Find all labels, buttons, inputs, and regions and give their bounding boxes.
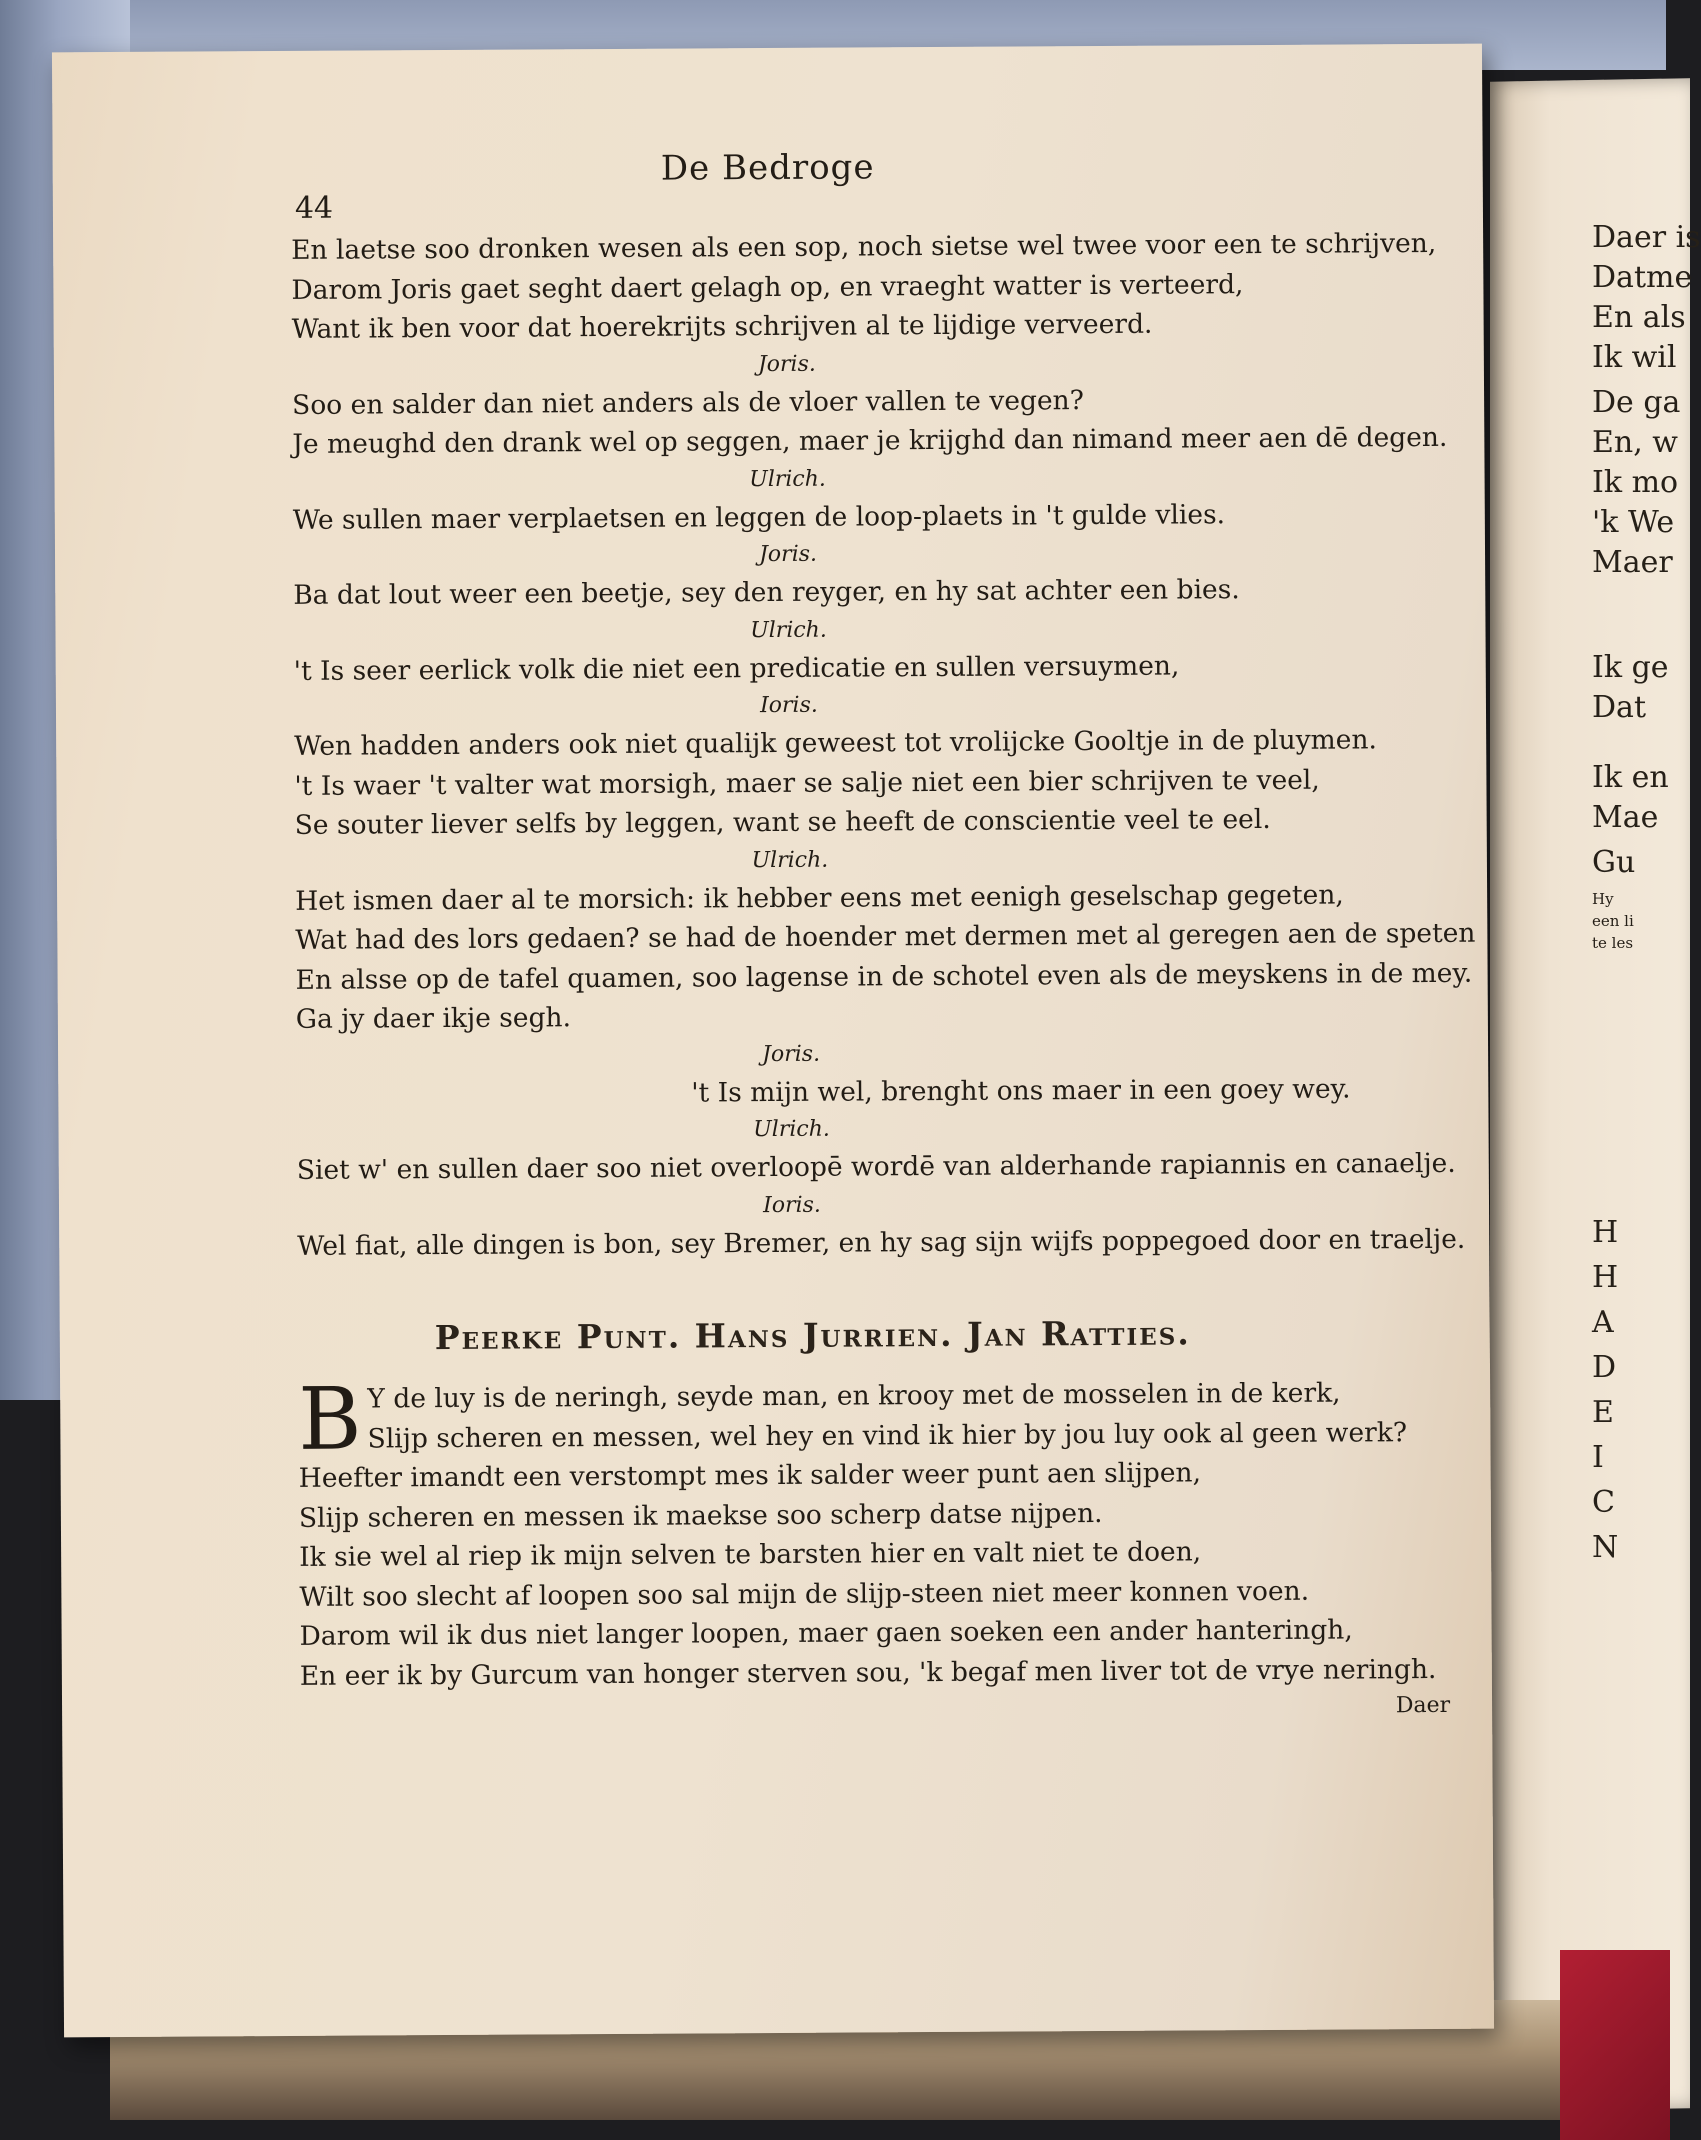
verse-line: Wilt soo slecht af loopen soo sal mijn de slijp-steen niet meer konnen voen. [299, 1575, 1310, 1613]
facing-page-fragment: En als [1592, 300, 1686, 335]
facing-page-fragment: H [1592, 1260, 1619, 1295]
facing-page-fragment: I [1592, 1440, 1604, 1475]
facing-page-fragment: Ik ge [1592, 650, 1669, 685]
drop-cap: B [298, 1369, 362, 1470]
page-number: 44 [294, 190, 334, 226]
speaker-name: Ioris. [759, 692, 818, 719]
facing-page-fragment: Ik wil [1592, 340, 1677, 375]
red-cover [1560, 1950, 1670, 2140]
dialogue-line: Wel fiat, alle dingen is bon, sey Bremer, en hy sag sijn wijfs poppegoed door en traelje. [297, 1223, 1466, 1262]
facing-page-fragment: H [1592, 1215, 1619, 1250]
verse-lines [299, 1451, 1550, 1696]
verse-line: Slijp scheren en messen, wel hey en vind ik hier by jou luy ook al geen werk? [367, 1416, 1408, 1454]
verse-line: En eer ik by Gurcum van honger sterven sou, 'k begaf men liver tot de vrye neringh. [299, 1653, 1437, 1692]
dialogue-line: Darom Joris gaet seght daert gelagh op, en vraeght watter is verteerd, [291, 268, 1244, 306]
facing-page-fragment: Mae [1592, 800, 1659, 835]
book-page [52, 44, 1494, 2038]
dialogue-line: 't Is seer eerlick volk die niet een predicatie en sullen versuymen, [293, 650, 1180, 687]
dialogue-line: Want ik ben voor dat hoerekrijts schrijven al te lijdige verveerd. [291, 308, 1153, 345]
dialogue-line: Ba dat lout weer een beetje, sey den reyger, en hy sat achter een bies. [293, 574, 1240, 611]
dialogue-line: We sullen maer verplaetsen en leggen de loop-plaets in 't gulde vlies. [292, 498, 1226, 536]
dialogue-line: 't Is waer 't valter wat morsigh, maer se salje niet een bier schrijven te veel, [294, 764, 1320, 802]
speaker-name: Ioris. [763, 1192, 821, 1218]
facing-page-fragment: Ik en [1592, 760, 1669, 795]
dialogue-line: Soo en salder dan niet anders als de vloer vallen te vegen? [292, 384, 1084, 421]
dialogue-line: Siet w' en sullen daer soo niet overloopē wordē van alderhande rapiannis en canaelje. [296, 1147, 1456, 1186]
facing-page-fragment: Daer is [1592, 220, 1701, 255]
dialogue-line: En alsse op de tafel quamen, soo lagense in de schotel even als de meyskens in de mey. [295, 957, 1473, 996]
dialogue-line: Wen hadden anders ook niet qualijk geweest tot vrolijcke Gooltje in de pluymen. [294, 724, 1378, 762]
facing-page-fragment: C [1592, 1485, 1615, 1520]
facing-page-fragment: De ga [1592, 385, 1681, 420]
speaker-name: Ulrich. [749, 466, 826, 492]
facing-page-fragment: N [1592, 1530, 1619, 1565]
facing-page-fragment: Dat [1592, 690, 1646, 725]
dialogue-block [291, 223, 1547, 1266]
cast-heading: Peerke Punt. Hans Jurrien. Jan Ratties. [434, 1313, 1191, 1358]
facing-page-fragment: Datme [1592, 260, 1693, 295]
page-text [291, 223, 1550, 1730]
speaker-name: Ulrich. [750, 617, 827, 643]
dialogue-line: En laetse soo dronken wesen als een sop, noch sietse wel twee voor een te schrijven, [291, 227, 1437, 266]
verse-line: Heefter imandt een verstompt mes ik salder weer punt aen slijpen, [298, 1457, 1202, 1494]
speaker-name: Joris. [762, 1041, 821, 1067]
facing-page-fragment: D [1592, 1350, 1617, 1385]
speaker-name: Joris. [757, 351, 816, 377]
facing-page-fragment: 'k We [1592, 505, 1675, 540]
facing-page-fragment: E [1592, 1395, 1614, 1430]
dialogue-line: Het ismen daer al te morsich: ik hebber eens met eenigh geselschap gegeten, [295, 879, 1344, 917]
speaker-name: Joris. [759, 541, 818, 568]
dialogue-line: Se souter liever selfs by leggen, want se heeft de conscientie veel te eel. [294, 803, 1271, 841]
facing-page-fragment: En, w [1592, 425, 1678, 460]
catchword: Daer [1395, 1692, 1451, 1719]
verse-line: Slijp scheren en messen ik maekse soo scherp datse nijpen. [298, 1497, 1103, 1534]
dialogue-line: Ga jy daer ikje segh. [295, 1002, 572, 1035]
facing-page-fragment: Hy [1592, 890, 1614, 908]
speaker-name: Ulrich. [751, 847, 829, 873]
dialogue-line: Je meughd den drank wel op seggen, maer je krijghd dan nimand meer aen dē degen. [292, 421, 1448, 460]
verse-line: Y de luy is de neringh, seyde man, en krooy met de mosselen in de kerk, [367, 1377, 1341, 1415]
facing-page-fragment: Ik mo [1592, 465, 1679, 500]
facing-page-fragment: Maer [1592, 545, 1673, 580]
speaker-name: Ulrich. [753, 1116, 830, 1143]
facing-page-fragment: A [1592, 1305, 1614, 1340]
dialogue-line: Wat had des lors gedaen? se had de hoender met dermen met al geregen aen de speten [295, 917, 1476, 956]
running-head: De Bedroge [660, 147, 875, 189]
facing-page-fragment: Gu [1592, 845, 1636, 880]
verse-block [298, 1369, 1550, 1730]
verse-line: Ik sie wel al riep ik mijn selven te barsten hier en valt niet te doen, [299, 1536, 1202, 1573]
verse-line: Darom wil ik dus niet langer loopen, maer gaen soeken een ander hanteringh, [299, 1614, 1353, 1652]
facing-page-fragment: te les [1592, 934, 1634, 952]
facing-page-fragment: een li [1592, 912, 1634, 930]
dialogue-line: 't Is mijn wel, brenght ons maer in een goey wey. [691, 1072, 1351, 1108]
